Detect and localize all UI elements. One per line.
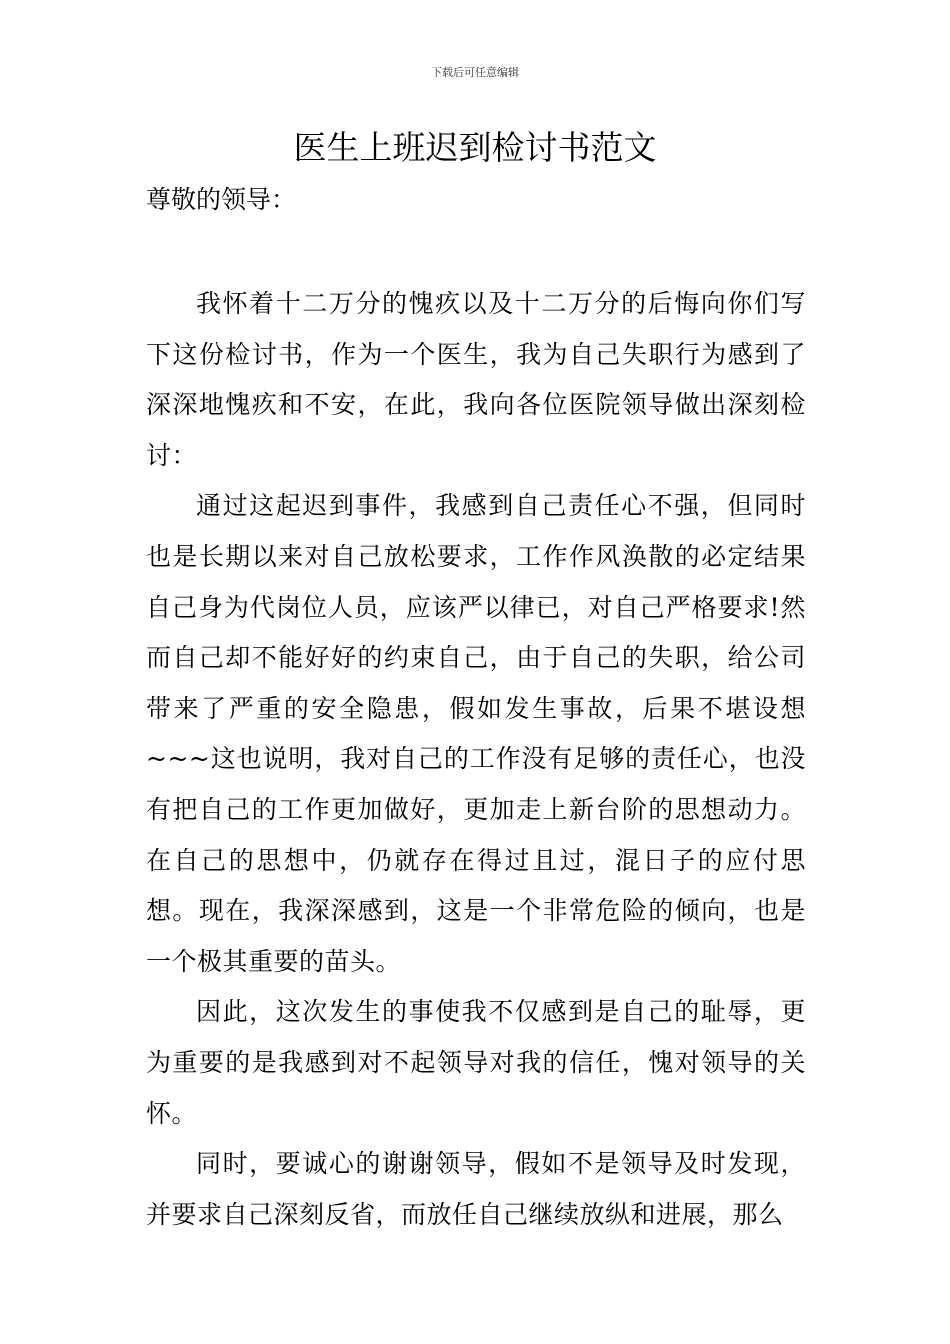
paragraph-2: 通过这起迟到事件，我感到自己责任心不强，但同时也是长期以来对自己放松要求，工作作风涣散的必定结果自己身为代岗位人员，应该严以律已，对自己严格要求!然而自己却不能好好的约束自己，由于自己的失职，给公司带来了严重的安全隐患，假如发生事故，后果不堪设想~~~这也说明，我对自己的工作没有足够的责任心，也没有把自己的工作更加做好，更加走上新台阶的思想动力。在自己的思想中，仍就存在得过且过，混日子的应付思想。现在，我深深感到，这是一个非常危险的倾向，也是一个极其重要的苗头。 xyxy=(146,491,806,976)
paragraph-3: 因此，这次发生的事使我不仅感到是自己的耻辱，更为重要的是我感到对不起领导对我的信任，愧对领导的关怀。 xyxy=(146,997,806,1128)
document-title: 医生上班迟到检讨书范文 xyxy=(293,128,657,167)
header-note: 下载后可任意编辑 xyxy=(431,66,519,79)
salutation: 尊敬的领导： xyxy=(146,185,297,214)
paragraph-4: 同时，要诚心的谢谢领导，假如不是领导及时发现，并要求自己深刻反省，而放任自己继续放纵和进展，那么 xyxy=(146,1149,806,1229)
paragraph-1: 我怀着十二万分的愧疚以及十二万分的后悔向你们写下这份检讨书，作为一个医生，我为自己失职行为感到了深深地愧疚和不安，在此，我向各位医院领导做出深刻检讨： xyxy=(146,289,806,470)
document-body xyxy=(146,279,806,1240)
